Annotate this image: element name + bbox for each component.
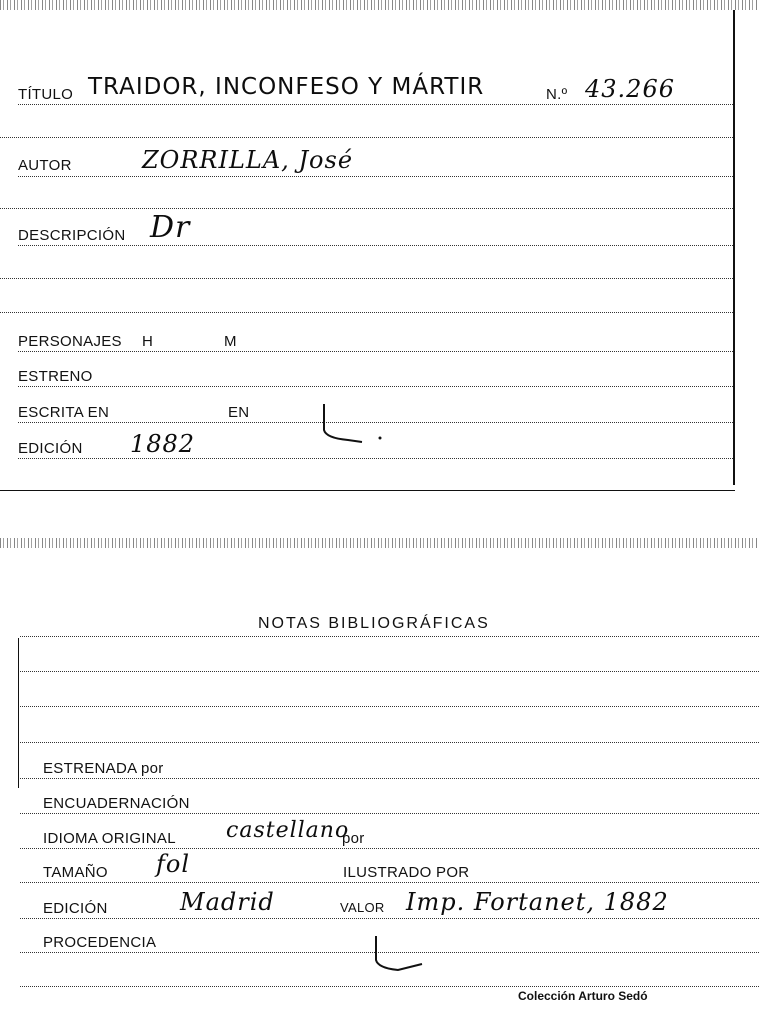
descripcion-label: DESCRIPCIÓN — [18, 227, 126, 244]
rule-line — [20, 706, 759, 707]
card-top-edge — [0, 0, 759, 10]
ditto-mark — [318, 402, 388, 447]
rule-line — [18, 104, 733, 105]
escrita-en-label: EN — [228, 404, 250, 421]
notas-heading: NOTAS BIBLIOGRÁFICAS — [258, 615, 490, 632]
rule-line — [20, 848, 759, 849]
rule-line — [18, 386, 733, 387]
rule-line — [0, 312, 733, 313]
idioma-value: castellano — [226, 818, 350, 843]
rule-line — [18, 245, 733, 246]
rule-line — [18, 176, 733, 177]
encuadernacion-label: ENCUADERNACIÓN — [43, 795, 190, 812]
titulo-value: TRAIDOR, INCONFESO Y MÁRTIR — [88, 74, 485, 100]
idioma-por-label: por — [342, 830, 365, 847]
catalog-card-back — [0, 538, 759, 1008]
personajes-h-label: H — [142, 333, 154, 350]
rule-line — [20, 778, 759, 779]
titulo-label: TÍTULO — [18, 86, 74, 103]
autor-label: AUTOR — [18, 157, 72, 174]
card-bottom-border — [0, 490, 735, 491]
personajes-m-label: M — [224, 333, 237, 350]
rule-line — [0, 137, 733, 138]
valor-value: Imp. Fortanet, 1882 — [406, 888, 669, 916]
ilustrado-label: ILUSTRADO POR — [343, 864, 470, 881]
catalog-card-front — [0, 0, 759, 495]
numero-value: 43.266 — [585, 75, 675, 103]
numero-label: N.º — [546, 86, 568, 103]
rule-line — [18, 351, 733, 352]
edicion-back-value: Madrid — [180, 888, 275, 916]
rule-line — [20, 813, 759, 814]
edicion-label: EDICIÓN — [18, 440, 83, 457]
card-left-border — [18, 638, 19, 788]
descripcion-value: Dr — [150, 210, 191, 245]
edicion-back-label: EDICIÓN — [43, 900, 108, 917]
estreno-label: ESTRENO — [18, 368, 93, 385]
rule-line — [20, 636, 759, 637]
card-right-border — [733, 10, 735, 485]
estrenada-label: ESTRENADA por — [43, 760, 164, 777]
card-top-edge — [0, 538, 759, 548]
edicion-value: 1882 — [130, 430, 196, 458]
rule-line — [20, 742, 759, 743]
rule-line — [20, 918, 759, 919]
rule-line — [20, 986, 759, 987]
rule-line — [20, 882, 759, 883]
tamano-label: TAMAÑO — [43, 864, 108, 881]
personajes-label: PERSONAJES — [18, 333, 122, 350]
rule-line — [20, 671, 759, 672]
autor-value: ZORRILLA, José — [142, 146, 354, 174]
valor-label: VALOR — [340, 900, 385, 915]
escrita-label: ESCRITA EN — [18, 404, 110, 421]
rule-line — [0, 278, 733, 279]
idioma-label: IDIOMA ORIGINAL — [43, 830, 176, 847]
ditto-mark — [366, 934, 436, 978]
collection-footer: Colección Arturo Sedó — [518, 989, 648, 1003]
procedencia-label: PROCEDENCIA — [43, 934, 157, 951]
rule-line — [18, 458, 733, 459]
tamano-value: fol — [156, 850, 191, 878]
rule-line — [0, 208, 733, 209]
